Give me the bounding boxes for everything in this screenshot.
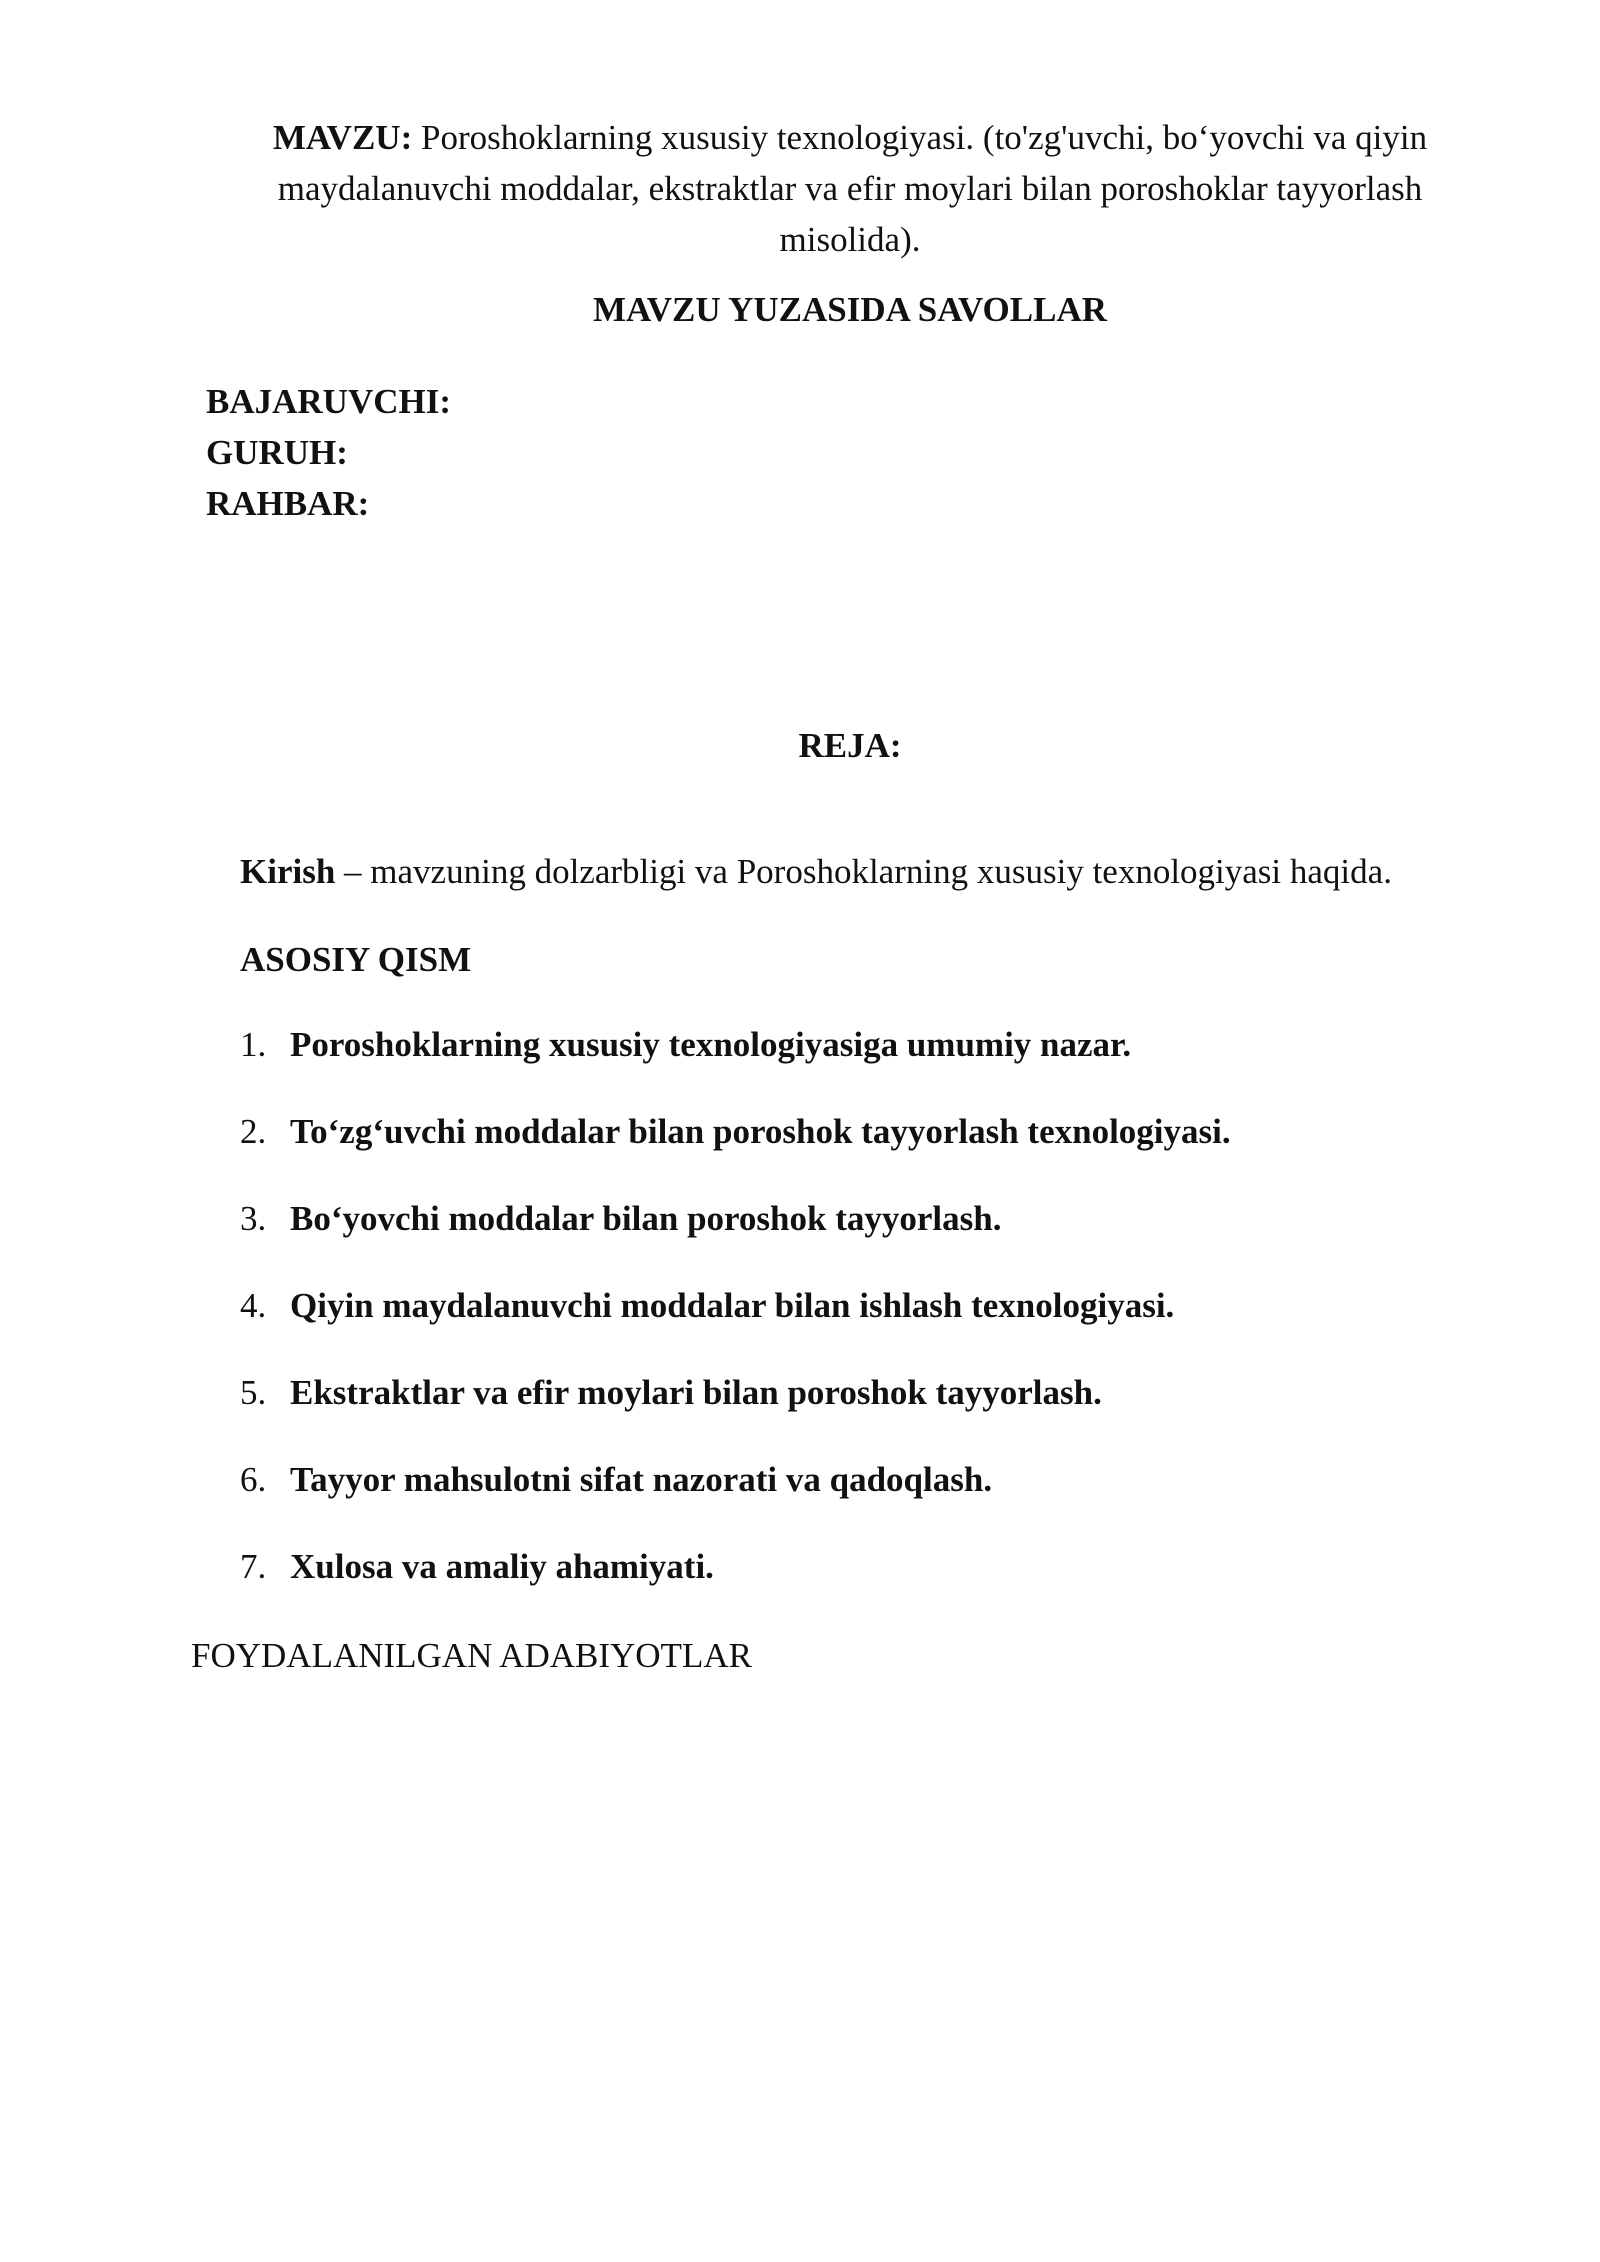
main-part-heading: ASOSIY QISM <box>240 940 472 979</box>
plan-item-text: To‘zg‘uvchi moddalar bilan poroshok tayyorlash texnologiyasi. <box>290 1112 1231 1151</box>
topic-label: MAVZU: <box>272 118 413 157</box>
group-label: GURUH: <box>206 433 348 472</box>
intro-paragraph <box>240 852 1392 892</box>
plan-item-number: 3. <box>240 1199 267 1238</box>
plan-item <box>240 1199 1231 1286</box>
plan-item-number: 5. <box>240 1373 267 1412</box>
plan-item-text: Poroshoklarning xususiy texnologiyasiga umumiy nazar. <box>290 1025 1132 1064</box>
meta-block <box>206 376 451 529</box>
supervisor-label: RAHBAR: <box>206 484 370 523</box>
plan-item-text: Bo‘yovchi moddalar bilan poroshok tayyorlash. <box>290 1199 1002 1238</box>
plan-item <box>240 1547 1231 1634</box>
plan-heading: REJA: <box>798 726 902 765</box>
plan-item-number: 4. <box>240 1286 267 1325</box>
performer-label: BAJARUVCHI: <box>206 382 451 421</box>
topic-paragraph <box>210 112 1490 265</box>
plan-item-text: Ekstraktlar va efir moylari bilan poroshok tayyorlash. <box>290 1373 1102 1412</box>
topic-text: Poroshoklarning xususiy texnologiyasi. (to'zg'uvchi, bo‘yovchi va qiyin maydalanuvchi moddalar, ekstraktlar va efir moylari bilan poroshoklar tayyorlash misolida). <box>277 118 1428 259</box>
plan-item-number: 6. <box>240 1460 267 1499</box>
literature-heading: FOYDALANILGAN ADABIYOTLAR <box>191 1636 752 1675</box>
plan-item <box>240 1112 1231 1199</box>
plan-item <box>240 1286 1231 1373</box>
plan-item <box>240 1460 1231 1547</box>
intro-label: Kirish <box>240 852 336 891</box>
intro-text: – mavzuning dolzarbligi va Poroshoklarning xususiy texnologiyasi haqida. <box>335 852 1392 891</box>
plan-item-number: 7. <box>240 1547 267 1586</box>
plan-list <box>240 1025 1231 1634</box>
plan-item <box>240 1025 1231 1112</box>
plan-item-number: 1. <box>240 1025 267 1064</box>
plan-item-text: Qiyin maydalanuvchi moddalar bilan ishlash texnologiyasi. <box>290 1286 1175 1325</box>
plan-item-text: Xulosa va amaliy ahamiyati. <box>290 1547 714 1586</box>
questions-heading: MAVZU YUZASIDA SAVOLLAR <box>592 290 1108 329</box>
plan-item-number: 2. <box>240 1112 267 1151</box>
plan-item <box>240 1373 1231 1460</box>
plan-item-text: Tayyor mahsulotni sifat nazorati va qadoqlash. <box>290 1460 993 1499</box>
